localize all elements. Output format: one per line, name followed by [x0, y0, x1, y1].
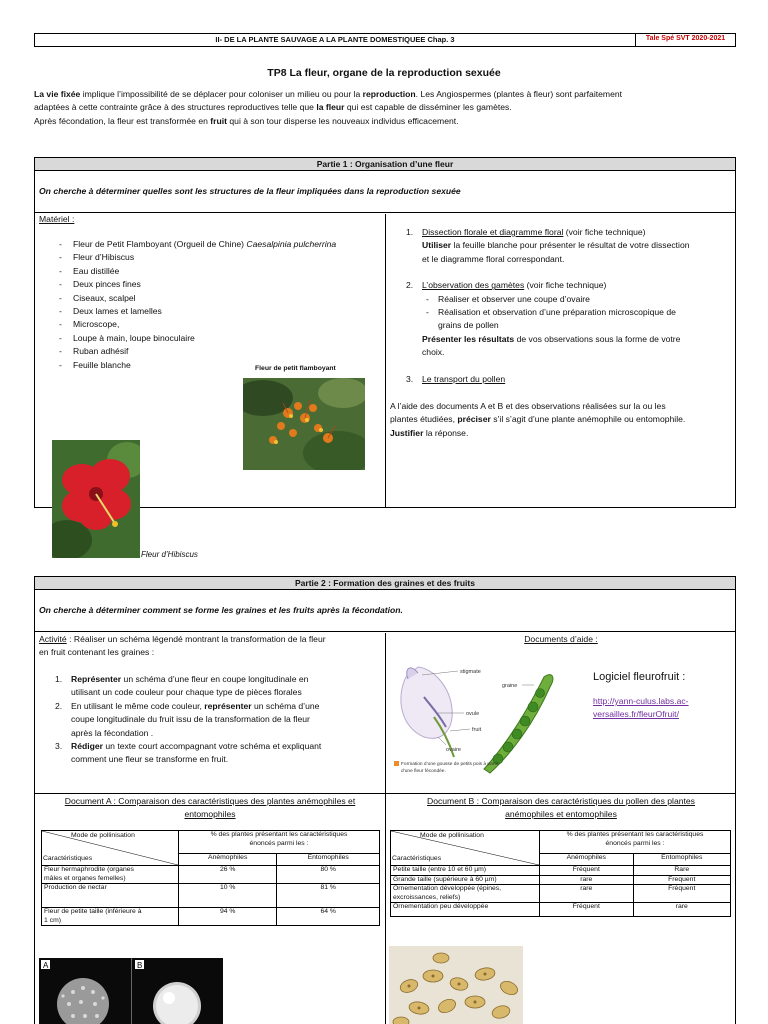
document-b: [386, 794, 736, 1024]
list-item: - Fleur d’Hibiscus: [35, 251, 386, 264]
document-b-title: Document B : Comparaison des caractéristiques du pollen des plantes anémophiles et entomophiles: [427, 796, 695, 819]
table-row: Fleur hermaphrodite (organes mâles et organes femelles) 26 % 80 %: [42, 866, 380, 884]
list-item: - Feuille blanche: [35, 359, 386, 372]
flamboyant-image: [243, 378, 365, 470]
label-graine: graine: [502, 683, 518, 689]
part2-section: [34, 576, 736, 1024]
activity-column: Activité : Réaliser un schéma légendé montrant la transformation de la fleur en fruit contenant les graines : 1. Représenter un schéma d’une fleur en coupe longitudinale en utilisant un code couleur pour chaque type de pièces florales 2. En utilisant le même code couleur, représenter un schéma d’une coupe longitudinale du fruit issu de la transformation de la fleur après la fécondation . 3. Rédiger un texte court accompagnant votre schéma et expliquant comment une fleur se transforme en fruit.: [35, 633, 386, 794]
list-item: - Deux pinces fines: [35, 278, 386, 291]
materials-list: [35, 238, 386, 372]
label-stigmate: stigmate: [460, 669, 481, 675]
chapter-title: II- DE LA PLANTE SAUVAGE A LA PLANTE DOMESTIQUEE Chap. 3: [215, 35, 455, 44]
diag-label-carac: Caractéristiques: [392, 855, 442, 862]
list-item: - Ciseaux, scalpel: [35, 292, 386, 305]
flamboyant-photo: [243, 378, 365, 470]
part1-objective: On cherche à déterminer quelles sont les structures de la fleur impliquées dans la reproduction sexuée: [35, 171, 735, 213]
label-ovule: ovule: [466, 711, 480, 717]
pollen-grains-photo: [389, 946, 523, 1024]
list-item: - Loupe à main, loupe binoculaire: [35, 332, 386, 345]
list-item: - Fleur de Petit Flamboyant (Orgueil de Chine) Caesalpinia pulcherrina: [35, 238, 386, 251]
activity-item-2: 2. En utilisant le même code couleur, représenter un schéma d’une: [55, 700, 320, 711]
list-item: - Ruban adhésif: [35, 345, 386, 358]
table-row: Production de nectar 10 % 81 %: [42, 884, 380, 908]
list-item: - Eau distillée: [35, 265, 386, 278]
document-a-table: % des plantes présentant les caractéristiques énoncés parmi les : Anémophiles Entomophiles Fleur hermaphrodite (organes mâles et organes femelles) 26 % 80 % Production de nectar 10 % 81 % Fleur de petite taille (inférieure à 1 cm) 94 % 64 %: [41, 830, 380, 926]
list-item: - Deux lames et lamelles: [35, 305, 386, 318]
label-ovaire: ovaire: [446, 747, 461, 753]
part2-title: Partie 2 : Formation des graines et des fruits: [35, 577, 735, 590]
step-3: 3. Le transport du pollen: [406, 373, 506, 384]
step-2: 2. L’observation des gamètes (voir fiche technique): [406, 280, 607, 291]
document-a-title: Document A : Comparaison des caractéristiques des plantes anémophiles et entomophiles: [64, 796, 356, 819]
part2-objective: On cherche à déterminer comment se forme les graines et les fruits après la fécondation.: [35, 590, 735, 632]
year-label: Tale Spé SVT 2020-2021: [635, 34, 735, 46]
materials-label: Matériel :: [39, 214, 75, 224]
list-item: - Microscope,: [35, 318, 386, 331]
table-row: Petite taille (entre 10 et 60 µm) Fréquent Rare: [391, 866, 731, 876]
activity-item-3: 3. Rédiger un texte court accompagnant votre schéma et expliquant: [55, 741, 322, 752]
software-link[interactable]: http://yann-culus.labs.ac-: [593, 696, 689, 706]
table-row: Ornementation développée (épines, excroissances, reliefs) rare Fréquent: [391, 885, 731, 903]
table-row: Grande taille (supérieure à 60 µm) rare Frequent: [391, 875, 731, 885]
document-b-table: % des plantes présentant les caractéristiques énoncés parmi les : Anémophiles Entomophiles Petite taille (entre 10 et 60 µm) Fréquent Rare Grande taille (supérieure à 60 µm) rare Frequent Ornementation développée (épines, excroissances, reliefs) rare Fréquent Ornementation peu développée Fréquent rare: [390, 830, 731, 917]
diag-label-mode: Mode de pollinisation: [71, 832, 135, 839]
materials-column: [35, 214, 386, 559]
table-row: Fleur de petite taille (inférieure à 1 cm) 94 % 64 %: [42, 908, 380, 926]
software-label: Logiciel fleurofruit :: [593, 671, 686, 683]
pea-pod-figure: [394, 657, 562, 779]
part1-section: [34, 157, 736, 559]
page-title: TP8 La fleur, organe de la reproduction sexuée: [267, 67, 501, 79]
intro-paragraph: La vie fixée implique l’impossibilité de se déplacer pour coloniser un milieu ou pour la reproduction. Les Angiospermes (plantes à fleur) sont parfaitement adaptées à cette contrainte grâce à des structures reproductives telle que la fleur qui est capable de disséminer les gamètes. Après fécondation, la fleur est transformée en fruit qui à son tour disperse les nouveaux individus efficacement.: [34, 89, 623, 126]
label-fruit: fruit: [472, 727, 482, 733]
diag-label-carac: Caractéristiques: [43, 855, 93, 862]
software-link-cont[interactable]: versailles.fr/fleurOfruit/: [593, 709, 679, 719]
instructions-column: 1. Dissection florale et diagramme floral (voir fiche technique) Utiliser la feuille blanche pour présenter le résultat de votre dissection et le diagramme floral correspondant. 2. L’observation des gamètes (voir fiche technique) - Réaliser et observer une coupe d’ovaire - Réalisation et observation d’une préparation microscopique de grains de pollen Présenter les résultats de vos observations sous la forme de votre choix. 3. Le transport du pollen A l’aide des documents A et B et des observations réalisées sur la ou les plantes étudiées, préciser s’il s’agit d’une plante anémophile ou entomophile. Justifier la réponse.: [386, 214, 736, 507]
help-documents: [386, 633, 736, 794]
hibiscus-image: [52, 440, 140, 558]
photo-label-b: B: [137, 961, 143, 970]
step-3-question: A l’aide des documents A et B et des observations réalisées sur la ou les plantes étudiées, préciser s’il s’agit d’une plante anémophile ou entomophile. Justifier la réponse.: [390, 401, 686, 438]
help-documents-title: Documents d’aide :: [524, 634, 598, 644]
figure-caption-1: Formation d’une gousse de petits pois à partir: [401, 762, 499, 767]
part1-title: Partie 1 : Organisation d’une fleur: [35, 158, 735, 171]
table-row: Ornementation peu développée Fréquent rare: [391, 903, 731, 917]
step-1: 1. Dissection florale et diagramme floral (voir fiche technique): [406, 227, 646, 237]
activity-item-1: 1. Représenter un schéma d’une fleur en coupe longitudinale en: [55, 674, 309, 684]
figure-caption-2: d’une fleur fécondée.: [401, 769, 446, 774]
pollen-micrographs: [39, 958, 223, 1024]
hibiscus-caption: Fleur d’Hibiscus: [141, 550, 198, 559]
hibiscus-photo: [52, 440, 140, 558]
flamboyant-caption: Fleur de petit flamboyant: [255, 365, 336, 372]
photo-label-a: A: [43, 961, 49, 970]
chapter-header: [34, 33, 736, 47]
diag-label-mode: Mode de pollinisation: [420, 832, 484, 839]
document-a: [35, 794, 386, 1024]
